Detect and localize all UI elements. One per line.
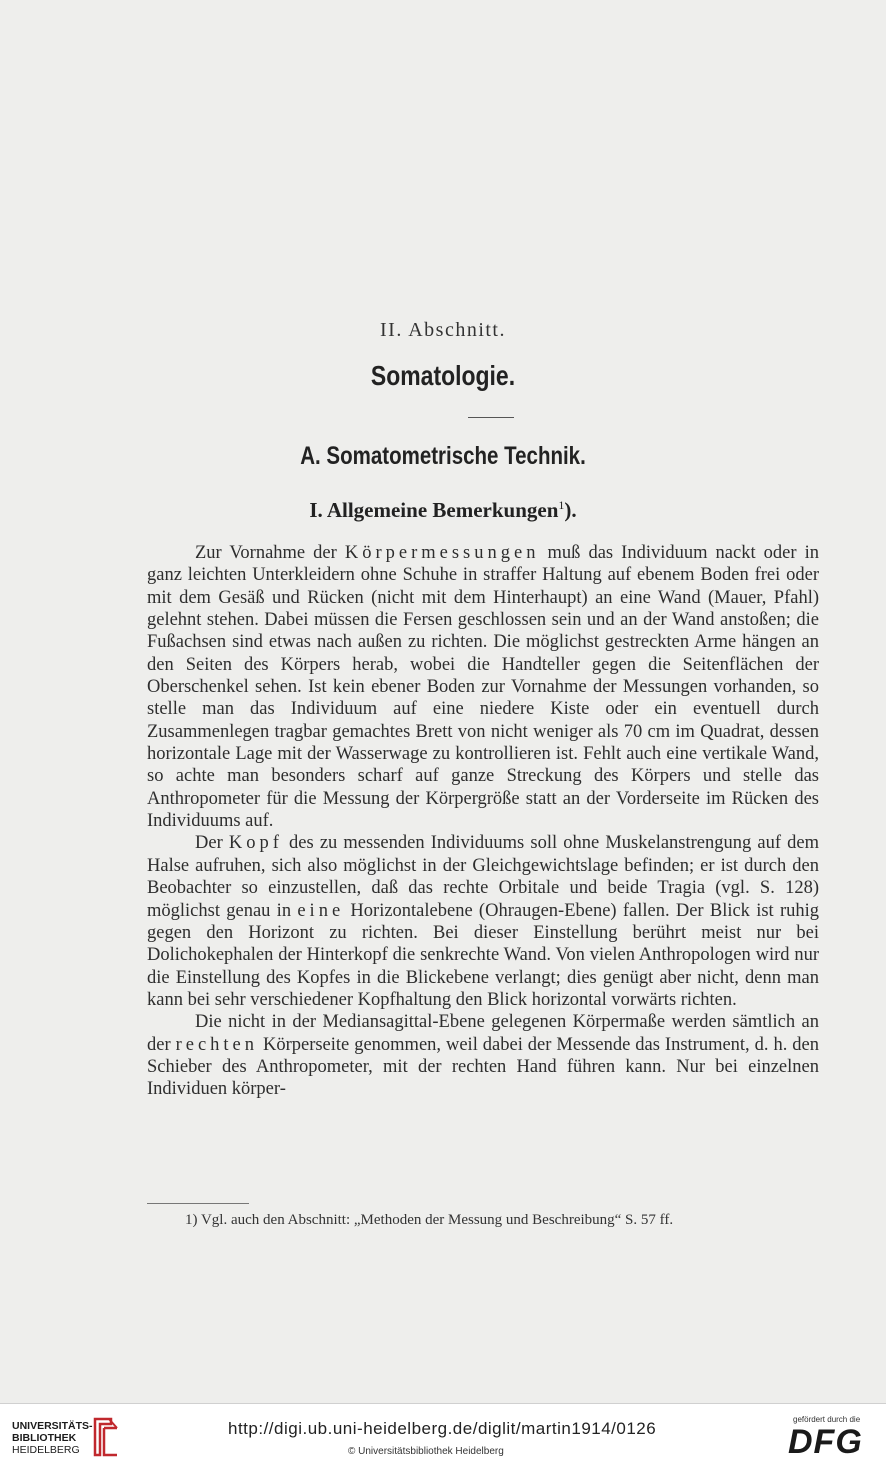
viewer-footer bbox=[0, 1403, 886, 1470]
footnote-divider bbox=[147, 1203, 249, 1204]
spaced-term: eine bbox=[297, 900, 345, 921]
text-run: des zu messenden Individuums soll ohne Muskelanstrengung auf dem Halse aufruhen, sich also möglichst in der Gleichgewichtslage befinden; er ist durch den Beobachter so einzustellen, daß das rechte Orbitale und beide Tragia (vgl. S. 128) möglichst genau in bbox=[147, 833, 819, 921]
permalink-url[interactable]: http://digi.ub.uni-heidelberg.de/diglit/martin1914/0126 bbox=[228, 1419, 657, 1438]
spaced-term: Kopf bbox=[228, 833, 283, 854]
text-run: Körperseite genommen, weil dabei der Messende das Instrument, d. h. den Schieber des Anthropometer, mit der rechten Hand führen kann. Nur bei einzelnen Individuen körper- bbox=[147, 1034, 819, 1100]
text-run: muß das Individuum nackt oder in ganz leichten Unterkleidern ohne Schuhe in straffer Haltung auf ebenem Boden frei oder mit dem Gesäß und Rücken (nicht mit dem Hinterhaupt) an eine Wand (Mauer, Pfahl) gelehnt stehen. Dabei müssen die Fersen geschlossen sein und an der Wand anstoßen; die Fußachsen sind etwas nach außen zu richten. Die möglichst gestreckten Arme hängen an den Seiten des Körpers herab, wobei die Handteller gegen die Seitenflächen der Oberschenkel sehen. Ist kein ebener Boden zur Vornahme der Messungen vorhanden, so stelle man das Individuum auf eine niedere Kiste oder ein eventuell durch Zusammenlegen tragbar gemachtes Brett von nicht weniger als 70 cm im Quadrat, dessen horizontale Lage mit der Wasserwage zu kontrollieren ist. Fehlt auch eine vertikale Wand, so achte man besonders scharf auf ganze Streckung des Körpers und stelle das Anthropometer für die Messung der Körpergröße statt an der Vorderseite im Rücken des Individuums auf. bbox=[147, 543, 819, 832]
title-divider bbox=[468, 417, 514, 418]
dfg-logo[interactable]: DFG bbox=[788, 1423, 863, 1461]
chapter-subtitle: A. Somatometrische Technik. bbox=[300, 442, 586, 470]
heading-text: I. Allgemeine Bemerkungen bbox=[309, 498, 559, 522]
footnote-ref[interactable]: 1 bbox=[558, 498, 565, 512]
copyright-notice: © Universitätsbibliothek Heidelberg bbox=[348, 1446, 504, 1457]
paragraph-2 bbox=[147, 832, 819, 1011]
funded-by-label: gefördert durch die bbox=[793, 1415, 861, 1424]
paragraph-1 bbox=[147, 542, 819, 832]
library-name-line1: UNIVERSITÄTS- bbox=[12, 1420, 93, 1432]
text-run: Zur Vornahme der bbox=[195, 543, 345, 563]
footnote-marker: 1 bbox=[185, 1212, 193, 1228]
library-logo-icon[interactable] bbox=[91, 1415, 121, 1459]
section-heading bbox=[0, 498, 886, 523]
library-logo-text[interactable] bbox=[12, 1420, 93, 1456]
text-run: Die nicht in der Mediansagittal-Ebene gelegenen Körpermaße werden sämtlich an der bbox=[147, 1012, 819, 1055]
footnote-text: ) Vgl. auch den Abschnitt: „Methoden der Messung und Beschreibung“ S. 57 ff. bbox=[192, 1212, 674, 1228]
body-text bbox=[147, 542, 819, 1101]
library-name-line3: HEIDELBERG bbox=[12, 1444, 80, 1456]
paragraph-3 bbox=[147, 1011, 819, 1100]
library-name-line2: BIBLIOTHEK bbox=[12, 1432, 77, 1444]
spaced-term: rechten bbox=[175, 1034, 259, 1055]
footnote bbox=[147, 1211, 819, 1229]
spaced-term: Körpermessungen bbox=[344, 543, 540, 563]
text-run: Horizontalebene (Ohraugen-Ebene) fallen. Der Blick ist ruhig gegen den Horizont zu richten. Bei dieser Einstellung berührt meist nur bei Dolichokephalen der Hinterkopf die senkrechte Wand. Von vielen Anthropologen wird nur die Einstellung des Kopfes in die Blickebene verlangt; dies genügt aber nicht, denn man kann bei sehr verschiedener Kopfhaltung den Blick horizontal vorwärts richten. bbox=[147, 900, 819, 1010]
heading-suffix: ). bbox=[564, 498, 577, 522]
page-title: Somatologie. bbox=[370, 360, 516, 391]
text-run: Der bbox=[195, 833, 229, 854]
section-label: II. Abschnitt. bbox=[380, 319, 506, 341]
